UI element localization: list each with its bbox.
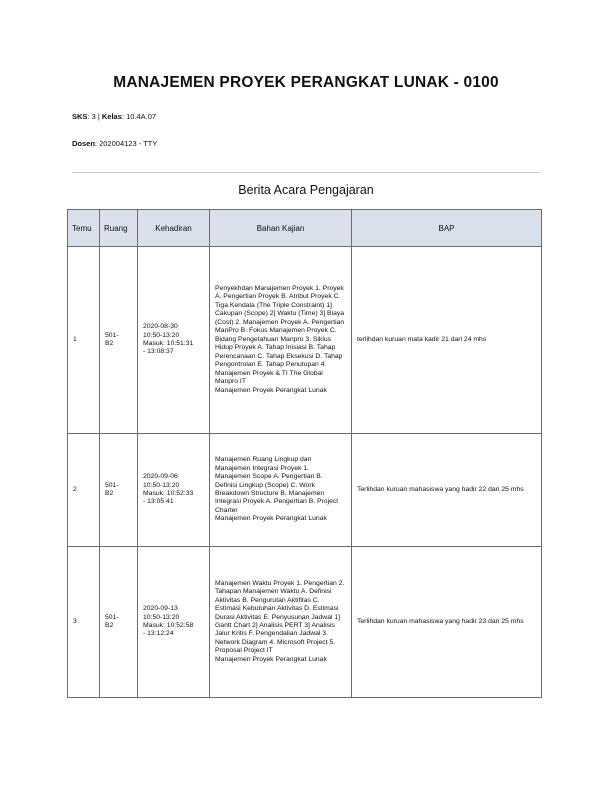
cell-bahan-kajian: Manajemen Waktu Proyek 1. Pengertian 2. Tahapan Manajemen Waktu A. Definisi Aktivitas B. Pengurutan Aktifitas C. Estimasi Kebutuhan Aktivitas D. Estimasi Durasi Aktivitas E. Penyusunan Jadwal 1] Gantt Chart 2] Analisis PERT 3] Analisis Jalur Kritis F. Pengendalian Jadwal 3. Network Diagram 4. Microsoft Project 5. Proposal Project IT Manajemen Proyek Perangkat Lunak	[210, 547, 352, 698]
sks-label: SKS	[72, 112, 88, 121]
cell-temu: 3	[68, 547, 100, 698]
cell-temu: 1	[68, 247, 100, 434]
kelas-value: : 10.4A.07	[121, 112, 157, 121]
dosen-value: : 202004123 - TTY	[94, 139, 158, 148]
cell-bap: terlihdan kuruan mata kadir 21 dari 24 mhs	[352, 247, 542, 434]
course-title: MANAJEMEN PROYEK PERANGKAT LUNAK - 0100	[113, 74, 499, 91]
bap-table	[67, 209, 542, 698]
lecturer-meta	[72, 139, 157, 148]
cell-temu: 2	[68, 434, 100, 547]
cell-bap: Terlihdan kuruan mahasiswa yang hadir 22 dari 25 mhs	[352, 434, 542, 547]
cell-kehadiran: 2020-09-06 10:50-13:20 Masuk: 10:52:33 - 13:05:41	[138, 434, 210, 547]
header-ruang: Ruang	[100, 210, 138, 247]
cell-kehadiran: 2020-08-30 10:50-13:20 Masuk: 10:51:31 - 13:08:37	[138, 247, 210, 434]
cell-bahan-kajian: Penyekhdan Manajemen Proyek 1. Proyek A. Pengertian Proyek B. Atribut Proyek C. Tiga Kendala (The Triple Constraint) 1] Cakupan (Scope) 2] Waktu (Time) 3] Biaya (Cost) 2. Manajemen Proyek A. Pengertian ManPro B. Fokus Manajemen Proyek C. Bidang Pengetahuan Manpro 3. Siklus Hidup Proyek A. Tahap Inisiasi B. Tahap Perencanaan C. Tahap Eksekusi D. Tahap Pengontrolan E. Tahap Penutupan 4. Manajemen Proyek & TI The Global Manpro IT Manajemen Proyek Perangkat Lunak	[210, 247, 352, 434]
cell-kehadiran: 2020-09-13 10:50-13:20 Masuk: 10:52:58 - 13:12:24	[138, 547, 210, 698]
table-header-row	[68, 210, 542, 247]
header-temu: Temu	[68, 210, 100, 247]
sks-value: : 3 |	[87, 112, 102, 121]
table-row	[68, 547, 542, 698]
header-kehadiran: Kehadiran	[138, 210, 210, 247]
cell-bahan-kajian: Manajemen Ruang Lingkup dan Manajemen Integrasi Proyek 1. Manajemen Scope A. Pengertian B. Definisi Lingkup (Scope) C. Work Breakdown Structure B. Manajemen Integrasi Proyek A. Pengertian B. Project Charter Manajemen Proyek Perangkat Lunak	[210, 434, 352, 547]
cell-ruang: 501- B2	[100, 547, 138, 698]
header-bahan-kajian: Bahan Kajian	[210, 210, 352, 247]
cell-bap: Terlihdan kuruan mahasiswa yang hadir 23 dari 25 mhs	[352, 547, 542, 698]
cell-ruang: 501- B2	[100, 434, 138, 547]
section-title: Berita Acara Pengajaran	[238, 183, 374, 197]
dosen-label: Dosen	[72, 139, 95, 148]
kelas-label: Kelas	[101, 112, 122, 121]
header-bap: BAP	[352, 210, 542, 247]
table-row	[68, 247, 542, 434]
divider	[72, 172, 540, 173]
cell-ruang: 501- B2	[100, 247, 138, 434]
table-row	[68, 434, 542, 547]
course-meta	[72, 112, 156, 121]
